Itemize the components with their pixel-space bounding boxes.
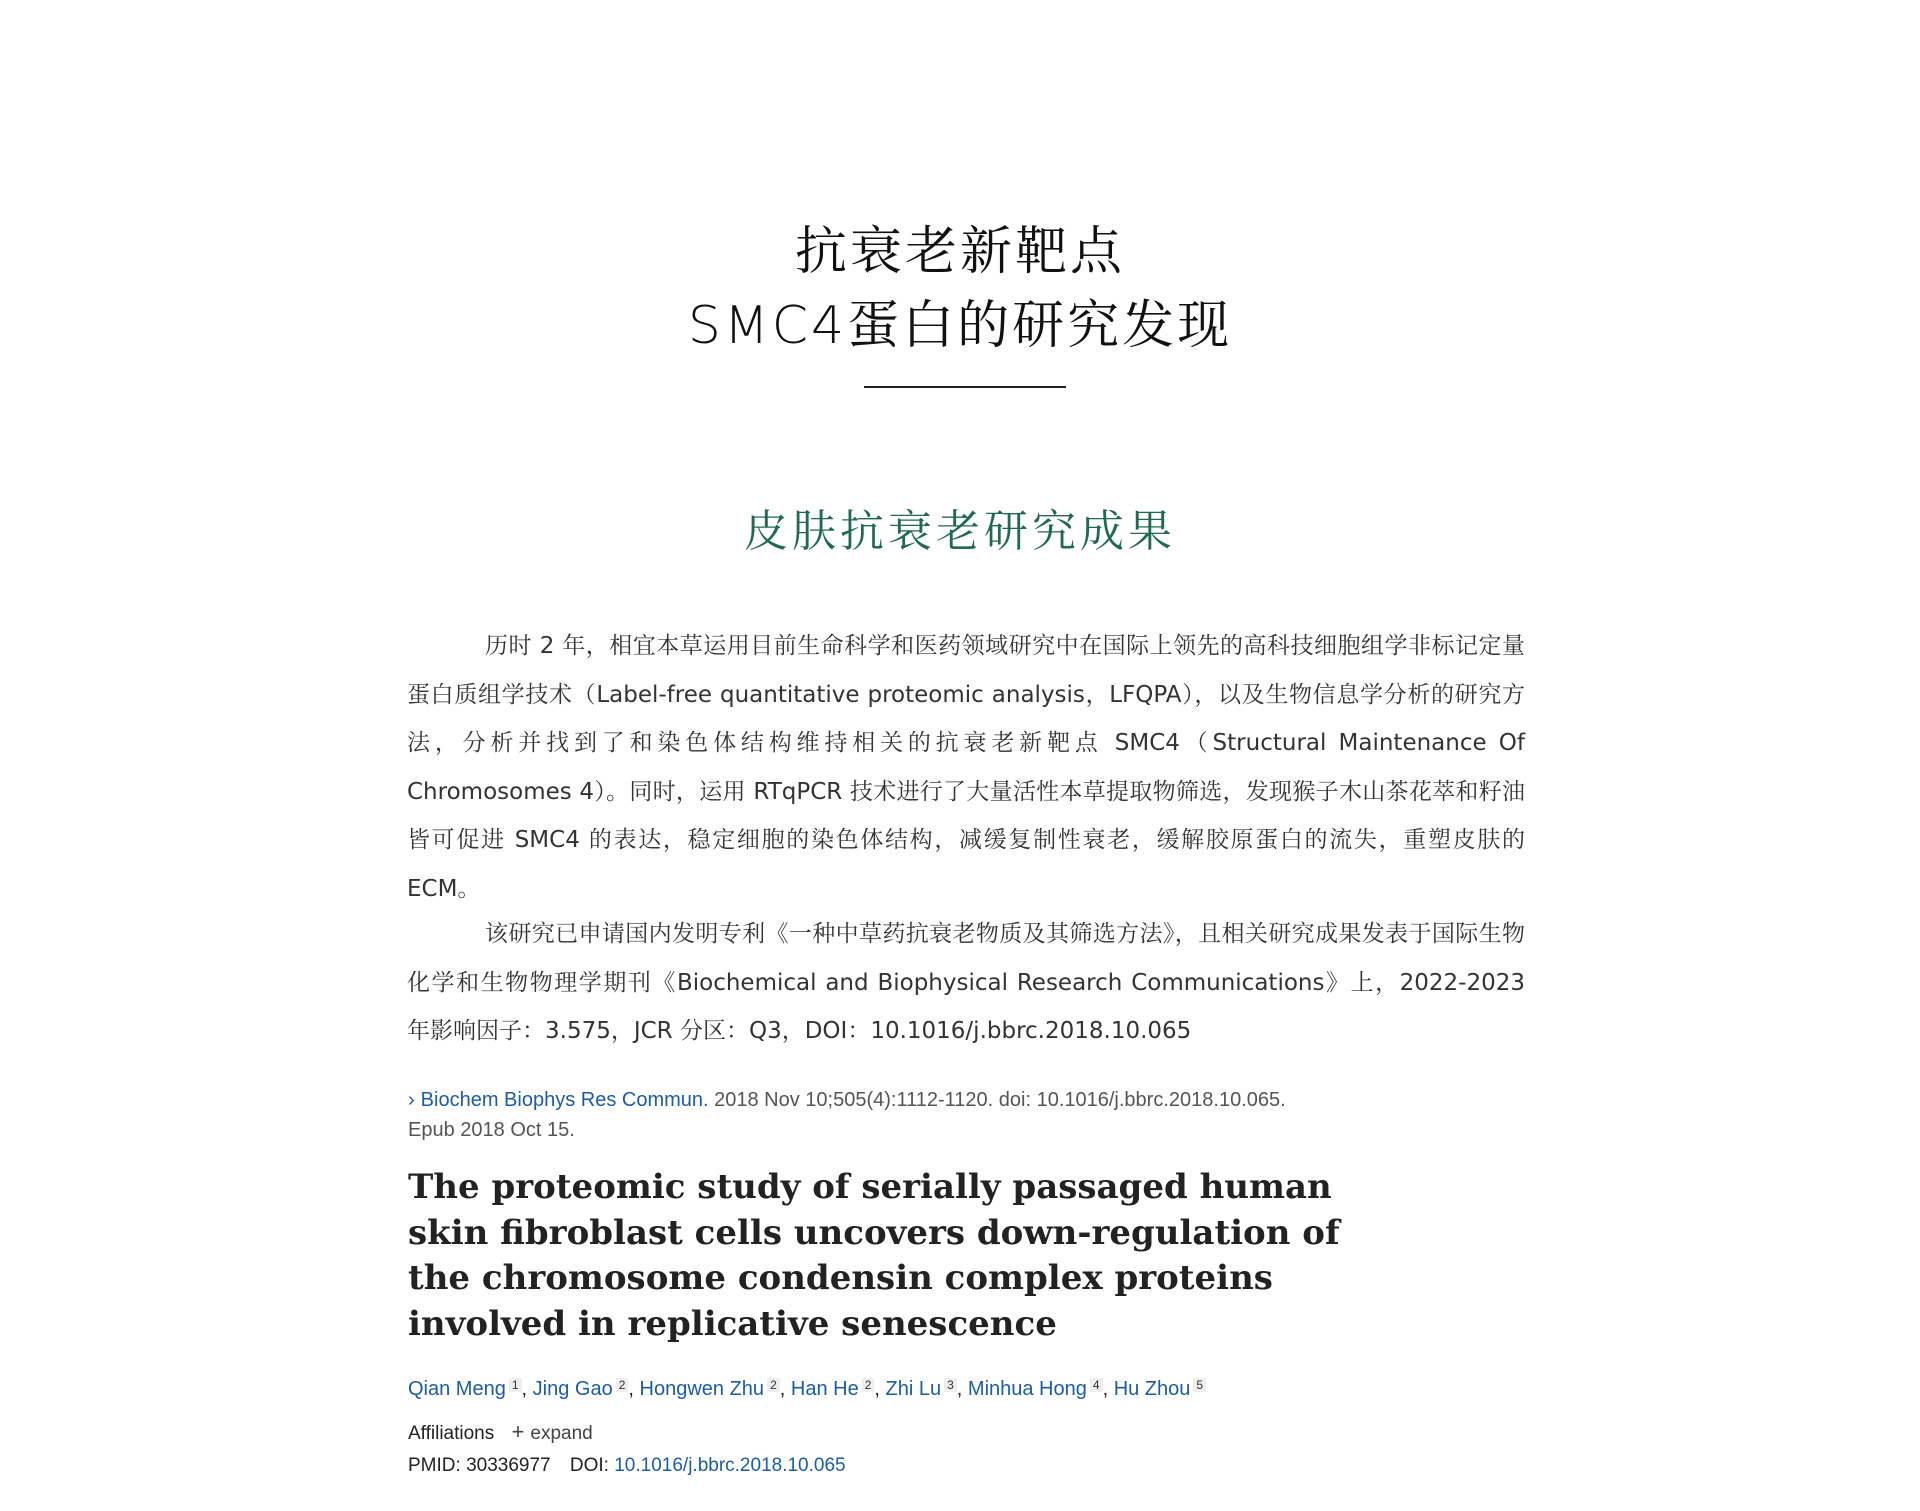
plus-icon: + (511, 1419, 525, 1444)
author-list (408, 1370, 1308, 1404)
page-title (0, 215, 1920, 363)
author-link[interactable]: Hongwen Zhu (639, 1378, 765, 1400)
affiliation-ref[interactable]: 1 (509, 1378, 522, 1392)
author-link[interactable]: Hu Zhou (1113, 1378, 1191, 1400)
citation-details: 2018 Nov 10;505(4):1112-1120. doi: 10.1016/j.bbrc.2018.10.065. (714, 1089, 1286, 1111)
author-separator: , (521, 1378, 528, 1400)
affiliation-ref[interactable]: 2 (862, 1378, 875, 1392)
affiliations-row (408, 1418, 1308, 1448)
title-divider (864, 386, 1066, 388)
epub-date: Epub 2018 Oct 15. (408, 1119, 575, 1141)
author-separator: , (874, 1378, 880, 1400)
body-paragraph-1: 历时 2 年，相宜本草运用目前生命科学和医药领域研究中在国际上领先的高科技细胞组学非标记定量蛋白质组学技术（Label-free quantitative proteomic analysis，LFQPA），以及生物信息学分析的研究方法，分析并找到了和染色体结构维持相关的抗衰老新靶点 SMC4（Structural Maintenance Of Chromosomes 4）。同时，运用 RTqPCR 技术进行了大量活性本草提取物筛选，发现猴子木山茶花萃和籽油皆可促进 SMC4 的表达，稳定细胞的染色体结构，减缓复制性衰老，缓解胶原蛋白的流失，重塑皮肤的 ECM。 (407, 633, 1525, 902)
doi-label: DOI: (569, 1455, 609, 1476)
author-link[interactable]: Qian Meng (408, 1378, 506, 1400)
author-link[interactable]: Minhua Hong (967, 1378, 1087, 1400)
affiliations-label: Affiliations (408, 1423, 495, 1444)
affiliation-ref[interactable]: 3 (944, 1378, 957, 1392)
title-line-1: 抗衰老新靶点 (794, 222, 1125, 282)
author-separator: , (1102, 1378, 1109, 1400)
affiliation-ref[interactable]: 4 (1090, 1378, 1103, 1392)
doi-link[interactable]: 10.1016/j.bbrc.2018.10.065 (614, 1455, 846, 1476)
section-heading: 皮肤抗衰老研究成果 (744, 506, 1176, 557)
title-line-2: SMC4蛋白的研究发现 (687, 296, 1233, 356)
citation-line (408, 1085, 1308, 1145)
affiliation-ref[interactable]: 5 (1193, 1378, 1206, 1392)
identifiers-row (408, 1452, 1308, 1480)
author-separator: , (779, 1378, 786, 1400)
chevron-right-icon[interactable]: › (408, 1089, 415, 1111)
pmid-value: 30336977 (466, 1455, 551, 1476)
expand-label: expand (530, 1423, 593, 1444)
pmid-label: PMID: (408, 1455, 461, 1476)
author-link[interactable]: Zhi Lu (885, 1378, 942, 1400)
journal-link[interactable]: Biochem Biophys Res Commun. (420, 1089, 709, 1111)
affiliation-ref[interactable]: 2 (616, 1378, 629, 1392)
author-link[interactable]: Han He (790, 1378, 859, 1400)
author-separator: , (628, 1378, 634, 1400)
author-link[interactable]: Jing Gao (532, 1378, 613, 1400)
article-title: The proteomic study of serially passaged human skin fibroblast cells uncovers down-regulation of the chromosome condensin complex proteins involved in replicative senescence (408, 1167, 1340, 1344)
body-paragraph-2: 该研究已申请国内发明专利《一种中草药抗衰老物质及其筛选方法》，且相关研究成果发表于国际生物化学和生物物理学期刊《Biochemical and Biophysical Research Communications》上，2022-2023 年影响因子：3.575，JCR 分区：Q3，DOI：10.1016/j.bbrc.2018.10.065 (407, 921, 1525, 1044)
affiliation-ref[interactable]: 2 (767, 1378, 780, 1392)
expand-affiliations-button[interactable] (511, 1419, 593, 1444)
author-separator: , (956, 1378, 963, 1400)
